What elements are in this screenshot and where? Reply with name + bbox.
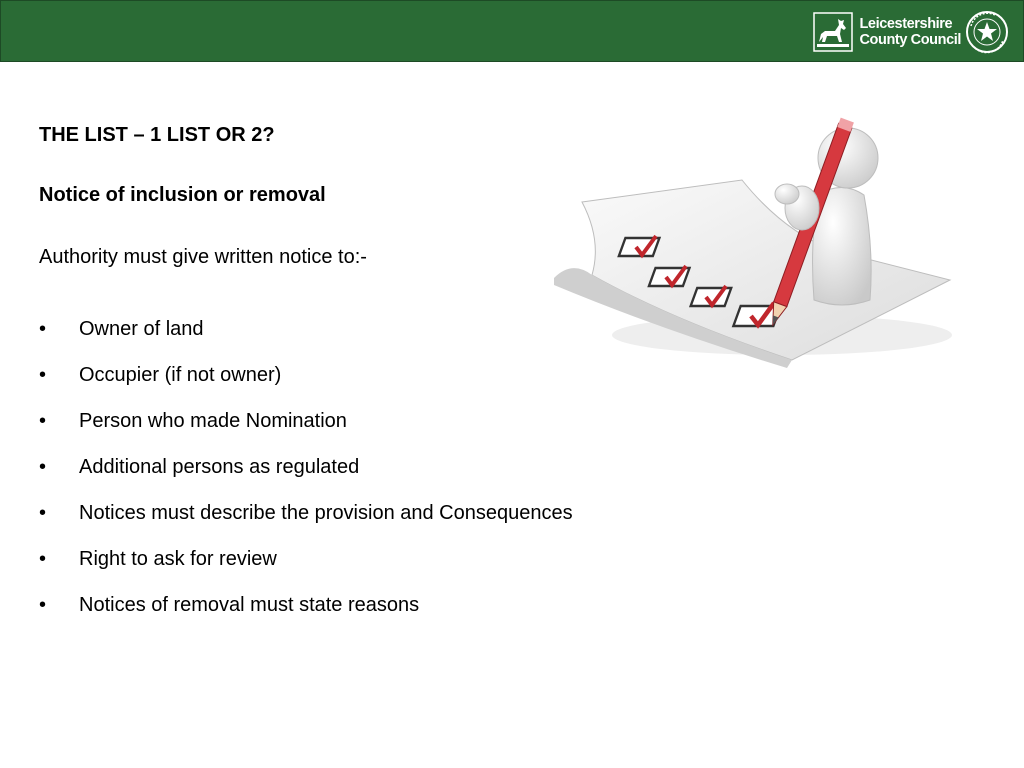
bullet-text: Person who made Nomination	[79, 410, 347, 432]
person-checklist-icon	[552, 110, 957, 372]
intro-text: Authority must give written notice to:-	[39, 246, 367, 268]
rated-a-council-seal-icon	[965, 10, 1009, 54]
bullet-text: Occupier (if not owner)	[79, 364, 282, 386]
bullet-text: Additional persons as regulated	[79, 456, 360, 478]
bullet-mark: •	[39, 502, 47, 524]
list-item	[39, 546, 573, 592]
checkbox-mark	[619, 236, 660, 256]
slide-title: THE LIST – 1 LIST OR 2?	[39, 124, 275, 146]
list-item	[39, 408, 573, 454]
list-item	[39, 316, 573, 362]
list-item	[39, 500, 573, 546]
bullet-text: Right to ask for review	[79, 548, 277, 570]
list-item	[39, 362, 573, 408]
bullet-mark: •	[39, 410, 47, 432]
header-bar	[0, 0, 1024, 62]
bullet-mark: •	[39, 318, 47, 340]
bullet-text: Notices of removal must state reasons	[79, 594, 420, 616]
bullet-list	[39, 316, 573, 638]
checkbox-mark	[649, 266, 690, 286]
bullet-mark: •	[39, 548, 47, 570]
logo-line-1: Leicestershire	[859, 16, 953, 32]
logo-line-2: County Council	[859, 32, 961, 48]
bullet-text: Notices must describe the provision and Consequences	[79, 502, 573, 524]
list-item	[39, 592, 573, 638]
bullet-text: Owner of land	[79, 318, 204, 340]
slide-subtitle: Notice of inclusion or removal	[39, 184, 326, 206]
horse-icon	[813, 12, 853, 52]
bullet-mark: •	[39, 594, 47, 616]
checkbox-mark	[691, 286, 732, 306]
council-logo	[813, 10, 1009, 54]
bullet-mark: •	[39, 364, 47, 386]
bullet-mark: •	[39, 456, 47, 478]
list-item	[39, 454, 573, 500]
